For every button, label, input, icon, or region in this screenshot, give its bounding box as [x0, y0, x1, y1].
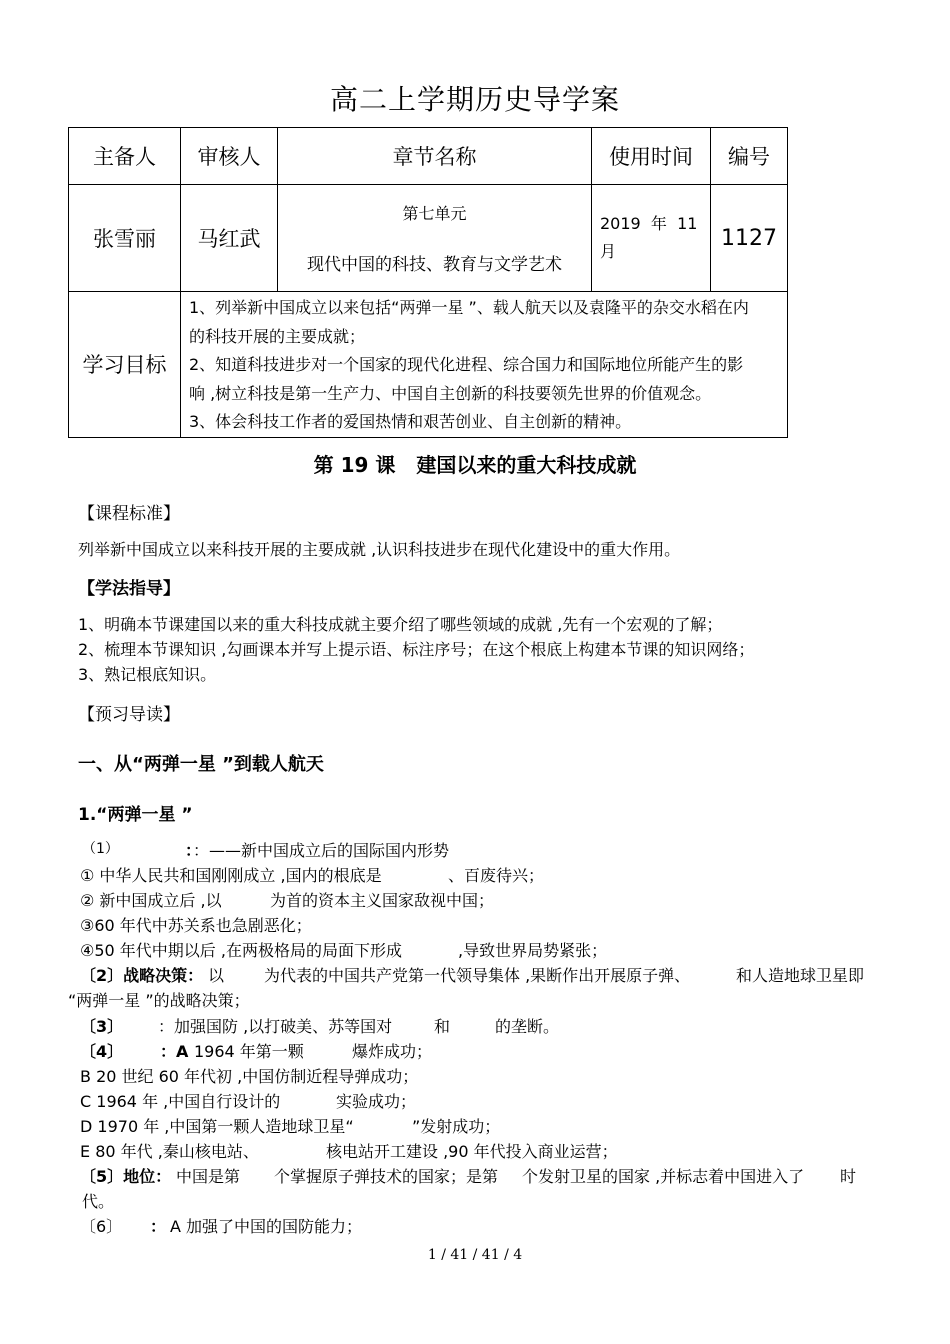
achievement-e-b: 核电站开工建设 ,90 年代投入商业运营； — [326, 1142, 618, 1161]
point-1-desc: ：——新中国成立后的国际国内形势 — [193, 841, 450, 860]
point-1-number: （1） — [82, 841, 119, 857]
point-5-a: 中国是第 — [176, 1167, 241, 1186]
point-2-b: 为代表的中国共产党第一代领导集体 ,果断作出开展原子弹、 — [264, 966, 691, 985]
goals-content — [181, 292, 788, 438]
method-item-1: 1、明确本节课建国以来的重大科技成就主要介绍了哪些领域的成就 ,先有一个宏观的了解； — [78, 615, 723, 634]
info-table-value-row — [69, 185, 788, 292]
lesson-title: 第 19 课 建国以来的重大科技成就 — [313, 453, 637, 477]
course-standard-heading: 【课程标准】 — [78, 504, 180, 524]
point-5-d: 时 — [840, 1167, 857, 1186]
achievement-e-a: E 80 年代 ,秦山核电站、 — [80, 1142, 259, 1161]
time-line-1: 2019 年 11 — [600, 214, 698, 233]
goal-line: 2、知道科技进步对一个国家的现代化进程、综合国力和国际地位所能产生的影 — [189, 355, 744, 374]
page-footer: 1 / 41 / 41 / 4 — [427, 1247, 523, 1263]
goals-row — [69, 292, 788, 438]
goal-line: 3、体会科技工作者的爱国热情和艰苦创业、自主创新的精神。 — [189, 412, 632, 431]
point-3-a: ：加强国防 ,以打破美、苏等国对 — [158, 1017, 393, 1036]
goal-line: 响 ,树立科技是第一生产力、中国自主创新的科技要领先世界的价值观念。 — [189, 383, 712, 403]
condition-2-a: ② 新中国成立后 ,以 — [80, 891, 222, 910]
section-1-heading: 一、从“两弹一星 ”到载人航天 — [78, 754, 324, 775]
point-4-label: 〔4〕 — [80, 1042, 124, 1061]
point-5-label: 〔5〕地位： — [80, 1167, 172, 1186]
header-chapter: 章节名称 — [278, 128, 592, 185]
achievement-d-a: D 1970 年 ,中国第一颗人造地球卫星“ — [80, 1117, 354, 1136]
goals-label: 学习目标 — [69, 292, 181, 438]
chapter-cell — [278, 185, 592, 292]
point-3-label: 〔3〕 — [80, 1017, 124, 1036]
point-6-b: A 加强了中国的国防能力； — [170, 1217, 363, 1236]
achievement-b: B 20 世纪 60 年代初 ,中国仿制近程导弹成功； — [80, 1067, 419, 1086]
time-line-2: 月 — [600, 242, 617, 261]
point-3-b: 和 — [434, 1017, 451, 1036]
point-2-cont: “两弹一星 ”的战略决策； — [68, 991, 250, 1010]
achievement-c-b: 实验成功； — [336, 1092, 417, 1111]
header-number: 编号 — [711, 128, 788, 185]
condition-4-a: ④50 年代中期以后 ,在两极格局的局面下形成 — [80, 941, 402, 960]
point-5-c: 个发射卫星的国家 ,并标志着中国进入了 — [522, 1167, 805, 1186]
chapter-name: 现代中国的科技、教育与文学艺术 — [307, 255, 562, 275]
point-4-c: 爆炸成功； — [352, 1042, 433, 1061]
point-6-a: ： — [150, 1217, 167, 1236]
goal-line: 1、列举新中国成立以来包括“两弹一星 ”、载人航天以及袁隆平的杂交水稻在内 — [189, 298, 749, 317]
point-2-label: 〔2〕战略决策： — [80, 966, 204, 985]
info-table-header-row — [69, 128, 788, 185]
info-table — [68, 127, 788, 438]
time-cell — [592, 185, 711, 292]
goal-line: 的科技开展的主要成就； — [189, 326, 366, 346]
point-5-b: 个掌握原子弹技术的国家；是第 — [274, 1167, 499, 1186]
header-time: 使用时间 — [592, 128, 711, 185]
point-4-a: ：A — [160, 1042, 189, 1061]
point-1-text — [185, 838, 449, 861]
condition-1-a: ① 中华人民共和国刚刚成立 ,国内的根底是 — [80, 866, 382, 885]
point-2-c: 和人造地球卫星即 — [736, 966, 865, 985]
doc-number: 1127 — [711, 185, 788, 292]
achievement-d-b: ”发射成功； — [412, 1117, 501, 1136]
header-reviewer: 审核人 — [181, 128, 278, 185]
chapter-unit: 第七单元 — [402, 204, 467, 223]
method-item-2: 2、梳理本节课知识 ,勾画课本并写上提示语、标注序号；在这个根底上构建本节课的知识网络； — [78, 640, 755, 659]
point-2-a: 以 — [208, 966, 225, 985]
preview-heading: 【预习导读】 — [78, 705, 180, 725]
condition-2-b: 为首的资本主义国家敌视中国； — [270, 891, 495, 910]
colon-mark: ： — [185, 841, 194, 860]
point-3-c: 的垄断。 — [495, 1017, 560, 1036]
method-heading: 【学法指导】 — [78, 579, 180, 599]
point-5-cont: 代。 — [82, 1192, 115, 1211]
course-standard-text: 列举新中国成立以来科技开展的主要成就 ,认识科技进步在现代化建设中的重大作用。 — [78, 540, 681, 559]
condition-3: ③60 年代中苏关系也急剧恶化； — [80, 916, 312, 935]
point-6-label: 〔6〕 — [80, 1217, 123, 1236]
subsection-1-heading: 1.“两弹一星 ” — [78, 805, 193, 825]
method-item-3: 3、熟记根底知识。 — [78, 665, 217, 684]
achievement-c-a: C 1964 年 ,中国自行设计的 — [80, 1092, 281, 1111]
condition-1-b: 、百废待兴； — [448, 866, 545, 885]
reviewer-name: 马红武 — [181, 185, 278, 292]
point-4-b: 1964 年第一颗 — [194, 1042, 304, 1061]
document-title: 高二上学期历史导学案 — [329, 83, 620, 116]
header-preparer: 主备人 — [69, 128, 181, 185]
condition-4-b: ,导致世界局势紧张； — [458, 941, 608, 960]
preparer-name: 张雪丽 — [69, 185, 181, 292]
